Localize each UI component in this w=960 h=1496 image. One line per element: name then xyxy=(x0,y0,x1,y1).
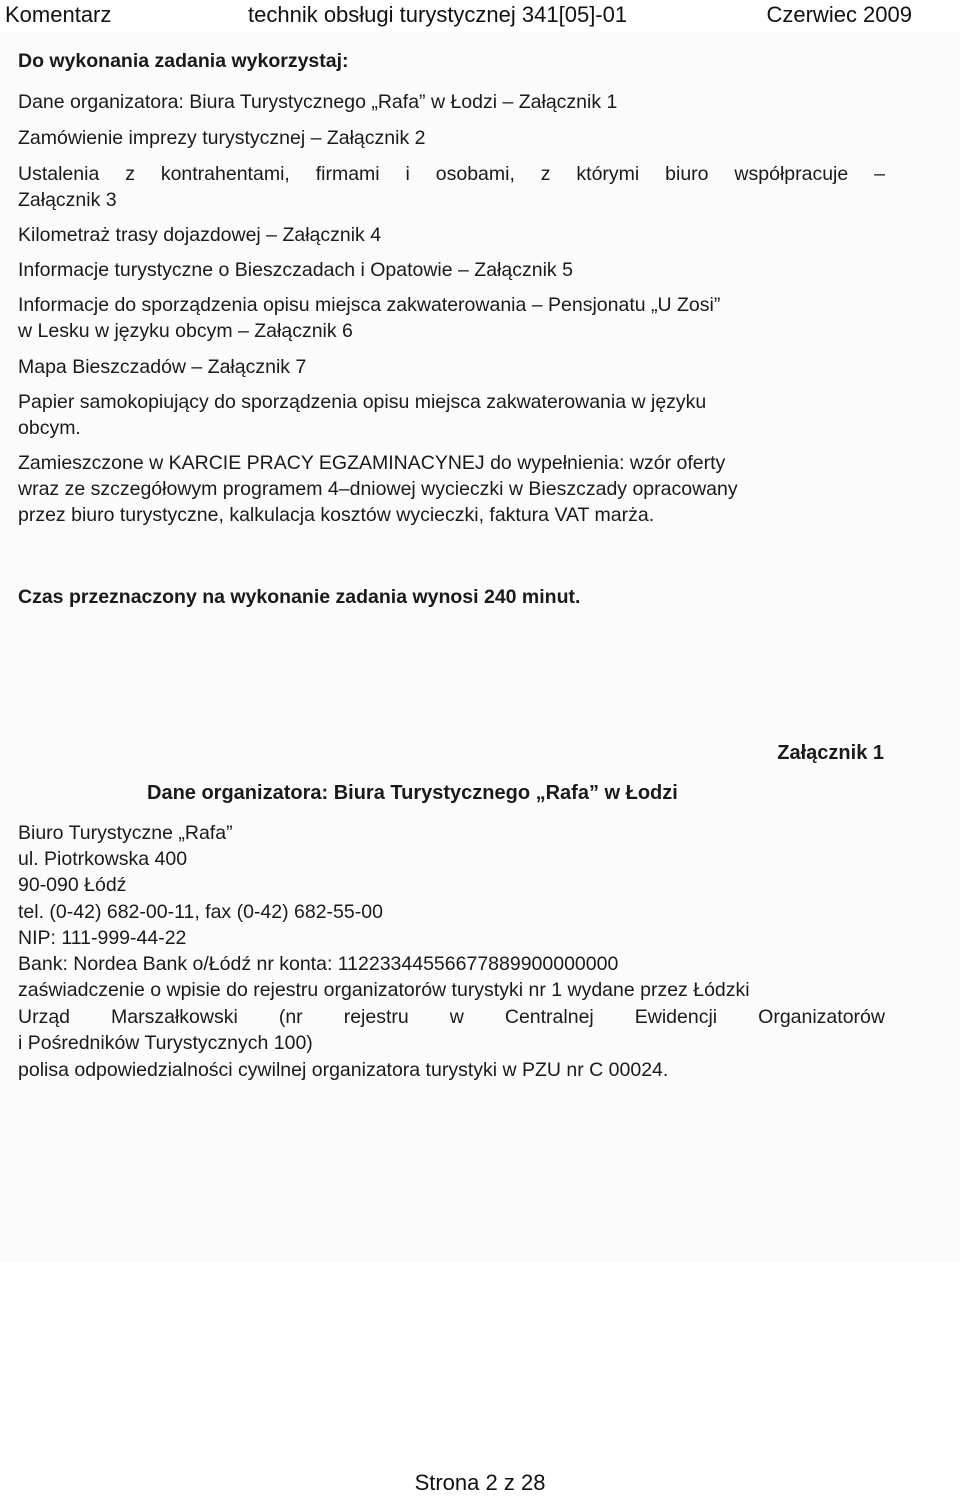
task-item-2: Zamówienie imprezy turystycznej – Załącznik 2 xyxy=(18,127,426,149)
task-item-6-line2: w Lesku w języku obcym – Załącznik 6 xyxy=(18,320,353,342)
word: w xyxy=(449,1006,464,1028)
word: rejestru xyxy=(343,1006,409,1028)
word: współpracuje xyxy=(734,163,849,185)
word: – xyxy=(874,163,885,185)
organizer-registry-line1: zaświadczenie o wpisie do rejestru organizatorów turystyki nr 1 wydane przez Łódzki xyxy=(18,979,750,1001)
word: Marszałkowski xyxy=(111,1006,238,1028)
header-doc-type: Komentarz xyxy=(5,2,112,27)
task-item-3-line1 xyxy=(18,163,885,186)
time-note: Czas przeznaczony na wykonanie zadania wynosi 240 minut. xyxy=(18,586,581,608)
task-item-8-line2: obcym. xyxy=(18,417,81,439)
task-item-4: Kilometraż trasy dojazdowej – Załącznik 4 xyxy=(18,224,382,246)
organizer-phone: tel. (0-42) 682-00-11, fax (0-42) 682-55-00 xyxy=(18,901,383,923)
word: Ewidencji xyxy=(634,1006,718,1028)
attachment-title: Dane organizatora: Biura Turystycznego „Rafa” w Łodzi xyxy=(147,782,678,804)
header-date: Czerwiec 2009 xyxy=(766,2,912,27)
word: i xyxy=(405,163,410,185)
word: (nr xyxy=(278,1006,303,1028)
task-item-8-line1: Papier samokopiujący do sporządzenia opisu miejsca zakwaterowania w języku xyxy=(18,391,707,413)
task-item-1: Dane organizatora: Biura Turystycznego „Rafa” w Łodzi – Załącznik 1 xyxy=(18,91,618,113)
organizer-street: ul. Piotrkowska 400 xyxy=(18,848,188,870)
word: Urząd xyxy=(18,1006,71,1028)
page-header xyxy=(0,0,960,30)
organizer-nip: NIP: 111-999-44-22 xyxy=(18,927,187,949)
header-exam-title: technik obsługi turystycznej 341[05]-01 xyxy=(248,2,628,27)
word: biuro xyxy=(665,163,709,185)
task-item-3-line2: Załącznik 3 xyxy=(18,189,117,211)
word: którymi xyxy=(576,163,640,185)
organizer-registry-line2 xyxy=(18,1006,885,1029)
organizer-name: Biuro Turystyczne „Rafa” xyxy=(18,822,233,844)
word: osobami, xyxy=(435,163,515,185)
word: firmami xyxy=(315,163,380,185)
scanned-page xyxy=(0,32,960,1262)
organizer-registry-line2-text xyxy=(18,1006,885,1029)
task-heading: Do wykonania zadania wykorzystaj: xyxy=(18,50,349,72)
task-item-6-line1: Informacje do sporządzenia opisu miejsca zakwaterowania – Pensjonatu „U Zosi” xyxy=(18,294,721,316)
word: Organizatorów xyxy=(758,1006,885,1028)
organizer-registry-line3: i Pośredników Turystycznych 100) xyxy=(18,1032,313,1054)
task-item-9-line1: Zamieszczone w KARCIE PRACY EGZAMINACYNEJ do wypełnienia: wzór oferty xyxy=(18,452,726,474)
word: kontrahentami, xyxy=(160,163,290,185)
word: Ustalenia xyxy=(18,163,100,185)
task-item-9-line3: przez biuro turystyczne, kalkulacja kosztów wycieczki, faktura VAT marża. xyxy=(18,504,655,526)
attachment-label: Załącznik 1 xyxy=(777,742,884,764)
organizer-city: 90-090 Łódź xyxy=(18,874,127,896)
task-item-5: Informacje turystyczne o Bieszczadach i Opatowie – Załącznik 5 xyxy=(18,259,573,281)
task-item-3-text xyxy=(18,163,885,186)
word: z xyxy=(540,163,551,185)
word: z xyxy=(125,163,135,185)
organizer-bank: Bank: Nordea Bank o/Łódź nr konta: 11223344556677889900000000 xyxy=(18,953,619,975)
task-item-7: Mapa Bieszczadów – Załącznik 7 xyxy=(18,356,307,378)
word: Centralnej xyxy=(504,1006,594,1028)
organizer-insurance: polisa odpowiedzialności cywilnej organizatora turystyki w PZU nr C 00024. xyxy=(18,1059,669,1081)
task-item-9-line2: wraz ze szczegółowym programem 4–dniowej wycieczki w Bieszczady opracowany xyxy=(18,478,738,500)
page-number: Strona 2 z 28 xyxy=(414,1470,546,1495)
